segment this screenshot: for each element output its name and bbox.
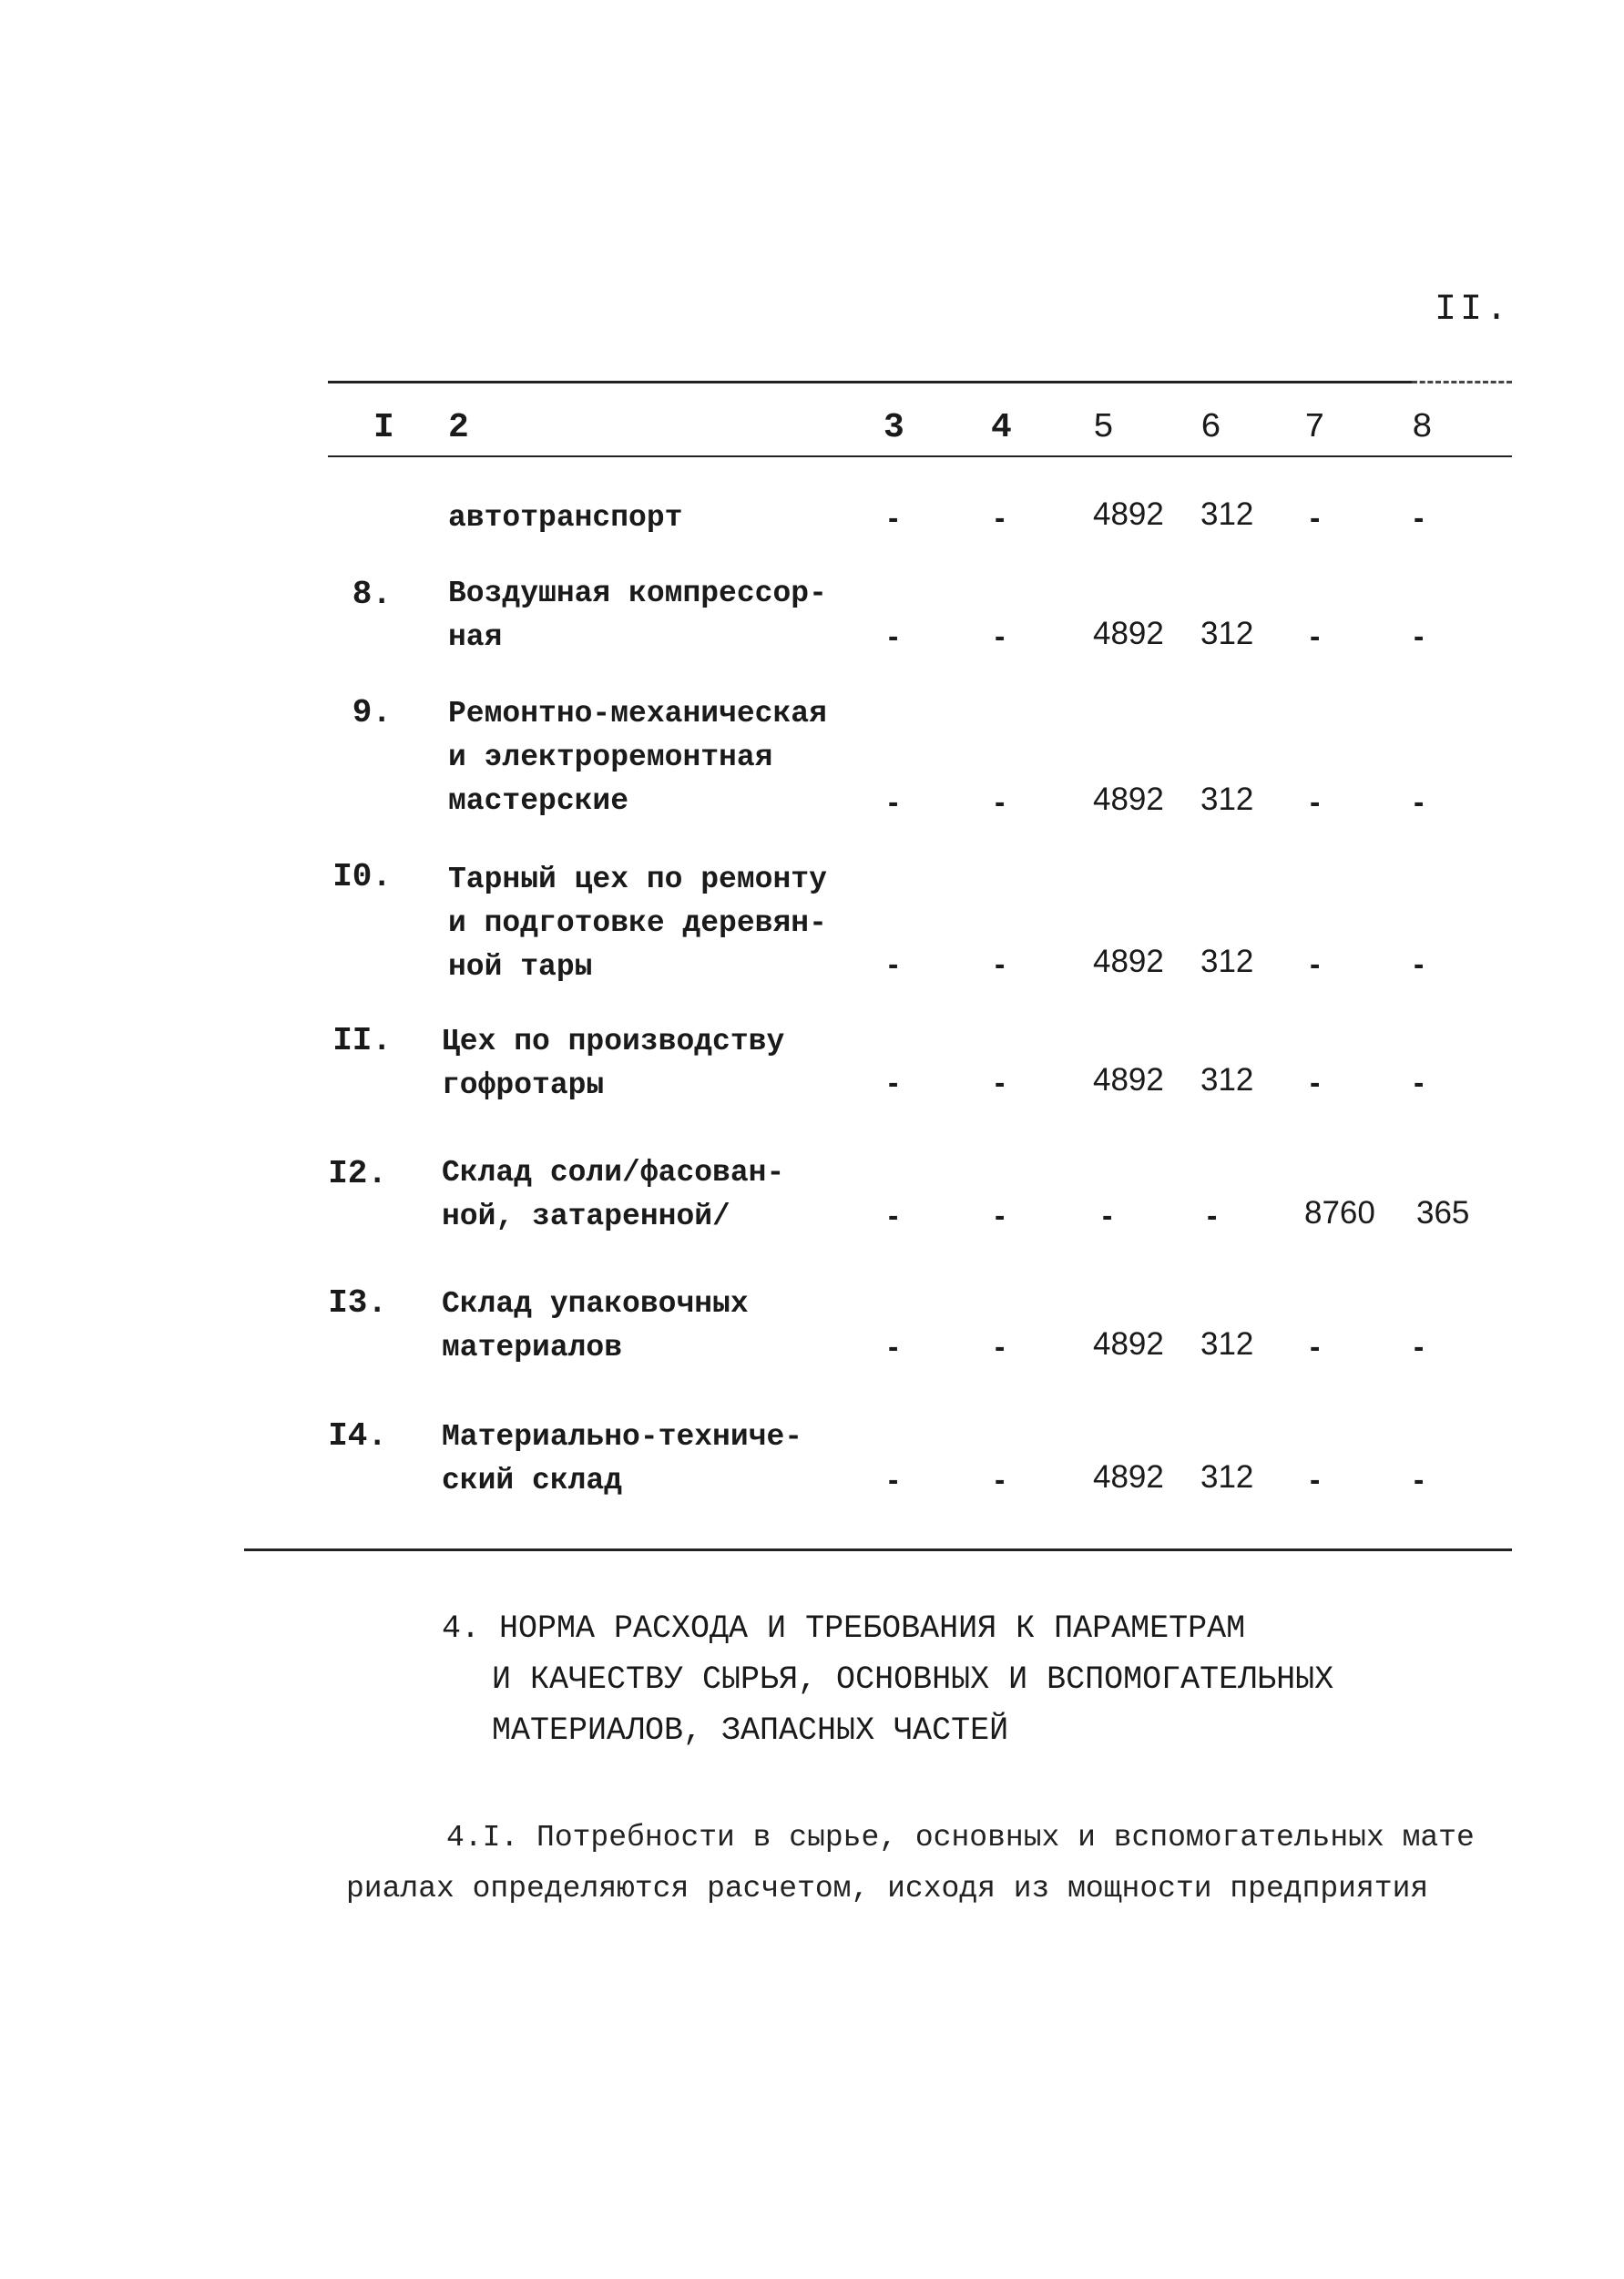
cell-c6: 312 (1200, 944, 1254, 979)
paragraph-line-2: риалах определяются расчетом, исходя из мощности предприятия (346, 1872, 1429, 1906)
row-number: 9. (352, 694, 392, 731)
cell-c8: - (1414, 947, 1425, 982)
section-heading-line-2: И КАЧЕСТВУ СЫРЬЯ, ОСНОВНЫХ И ВСПОМОГАТЕЛЬНЫХ (492, 1661, 1334, 1698)
cell-c3: - (888, 947, 899, 982)
cell-c6: 312 (1200, 1459, 1254, 1495)
cell-c4: - (995, 619, 1006, 654)
cell-c4: - (995, 1463, 1006, 1497)
section-heading-line-3: МАТЕРИАЛОВ, ЗАПАСНЫХ ЧАСТЕЙ (492, 1712, 1009, 1749)
header-col-3: 3 (883, 408, 904, 447)
cell-c3: - (888, 785, 899, 820)
row-number: I3. (328, 1284, 387, 1322)
row-name: Склад соли/фасован-ной, затаренной/ (442, 1156, 785, 1233)
row-number: I0. (332, 858, 392, 895)
row-number: II. (332, 1022, 392, 1059)
cell-c4: - (995, 947, 1006, 982)
header-col-8: 8 (1412, 408, 1433, 447)
cell-c3: - (888, 1330, 899, 1364)
row-name: Воздушная компрессор-ная (448, 577, 827, 654)
header-col-1: I (373, 408, 394, 447)
row-name: Цех по производству гофротары (442, 1025, 785, 1102)
cell-c4: - (995, 1330, 1006, 1364)
row-number: 8. (352, 576, 392, 613)
cell-c5: 4892 (1093, 1062, 1164, 1098)
cell-c7: - (1310, 785, 1321, 820)
cell-c7: - (1310, 1066, 1321, 1100)
row-name: Материально-техниче-ский склад (442, 1420, 803, 1497)
cell-c3: - (888, 501, 899, 536)
cell-c6: 312 (1200, 496, 1254, 532)
row-name: Тарный цех по ремонту и подготовке деревян-ной тары (448, 863, 827, 984)
cell-c8: - (1414, 619, 1425, 654)
page-number: II. (1435, 290, 1512, 331)
cell-c8: 365 (1416, 1195, 1470, 1231)
table-bottom-rule (244, 1548, 1512, 1551)
table-top-rule (328, 381, 1412, 383)
cell-c6: 312 (1200, 1062, 1254, 1098)
cell-c7: - (1310, 501, 1321, 536)
cell-c3: - (888, 1199, 899, 1233)
cell-c4: - (995, 785, 1006, 820)
cell-c5: 4892 (1093, 782, 1164, 817)
row-name: автотранспорт (448, 501, 683, 535)
header-col-2: 2 (448, 408, 469, 447)
cell-c7: - (1310, 619, 1321, 654)
table-top-rule-dashed (1412, 381, 1512, 383)
header-col-5: 5 (1093, 408, 1114, 447)
cell-c8: - (1414, 1463, 1425, 1497)
cell-c8: - (1414, 1330, 1425, 1364)
cell-c8: - (1414, 501, 1425, 536)
cell-c3: - (888, 619, 899, 654)
paragraph-line-1: 4.I. Потребности в сырье, основных и вспомогательных мате (446, 1821, 1475, 1855)
cell-c6: - (1207, 1199, 1218, 1233)
cell-c5: 4892 (1093, 1326, 1164, 1362)
header-col-6: 6 (1200, 408, 1221, 447)
cell-c7: - (1310, 1463, 1321, 1497)
cell-c3: - (888, 1066, 899, 1100)
cell-c8: - (1414, 1066, 1425, 1100)
cell-c7: - (1310, 1330, 1321, 1364)
cell-c6: 312 (1200, 1326, 1254, 1362)
row-number: I2. (328, 1155, 387, 1192)
cell-c8: - (1414, 785, 1425, 820)
cell-c7: - (1310, 947, 1321, 982)
row-number: I4. (328, 1417, 387, 1455)
cell-c5: 4892 (1093, 496, 1164, 532)
cell-c4: - (995, 501, 1006, 536)
header-col-7: 7 (1304, 408, 1325, 447)
cell-c5: - (1102, 1199, 1113, 1233)
cell-c6: 312 (1200, 782, 1254, 817)
body-paragraph (346, 1813, 1485, 1915)
row-name: Ремонтно-механическая и электроремонтная мастерские (448, 697, 827, 818)
cell-c5: 4892 (1093, 1459, 1164, 1495)
row-name: Склад упаковочных материалов (442, 1287, 749, 1364)
cell-c4: - (995, 1066, 1006, 1100)
cell-c4: - (995, 1199, 1006, 1233)
header-col-4: 4 (991, 408, 1012, 447)
cell-c6: 312 (1200, 616, 1254, 651)
cell-c3: - (888, 1463, 899, 1497)
cell-c5: 4892 (1093, 616, 1164, 651)
section-heading (442, 1603, 1462, 1756)
cell-c7: 8760 (1304, 1195, 1375, 1231)
section-heading-line-1: 4. НОРМА РАСХОДА И ТРЕБОВАНИЯ К ПАРАМЕТРАМ (442, 1610, 1246, 1647)
cell-c5: 4892 (1093, 944, 1164, 979)
header-bottom-rule (328, 455, 1512, 457)
